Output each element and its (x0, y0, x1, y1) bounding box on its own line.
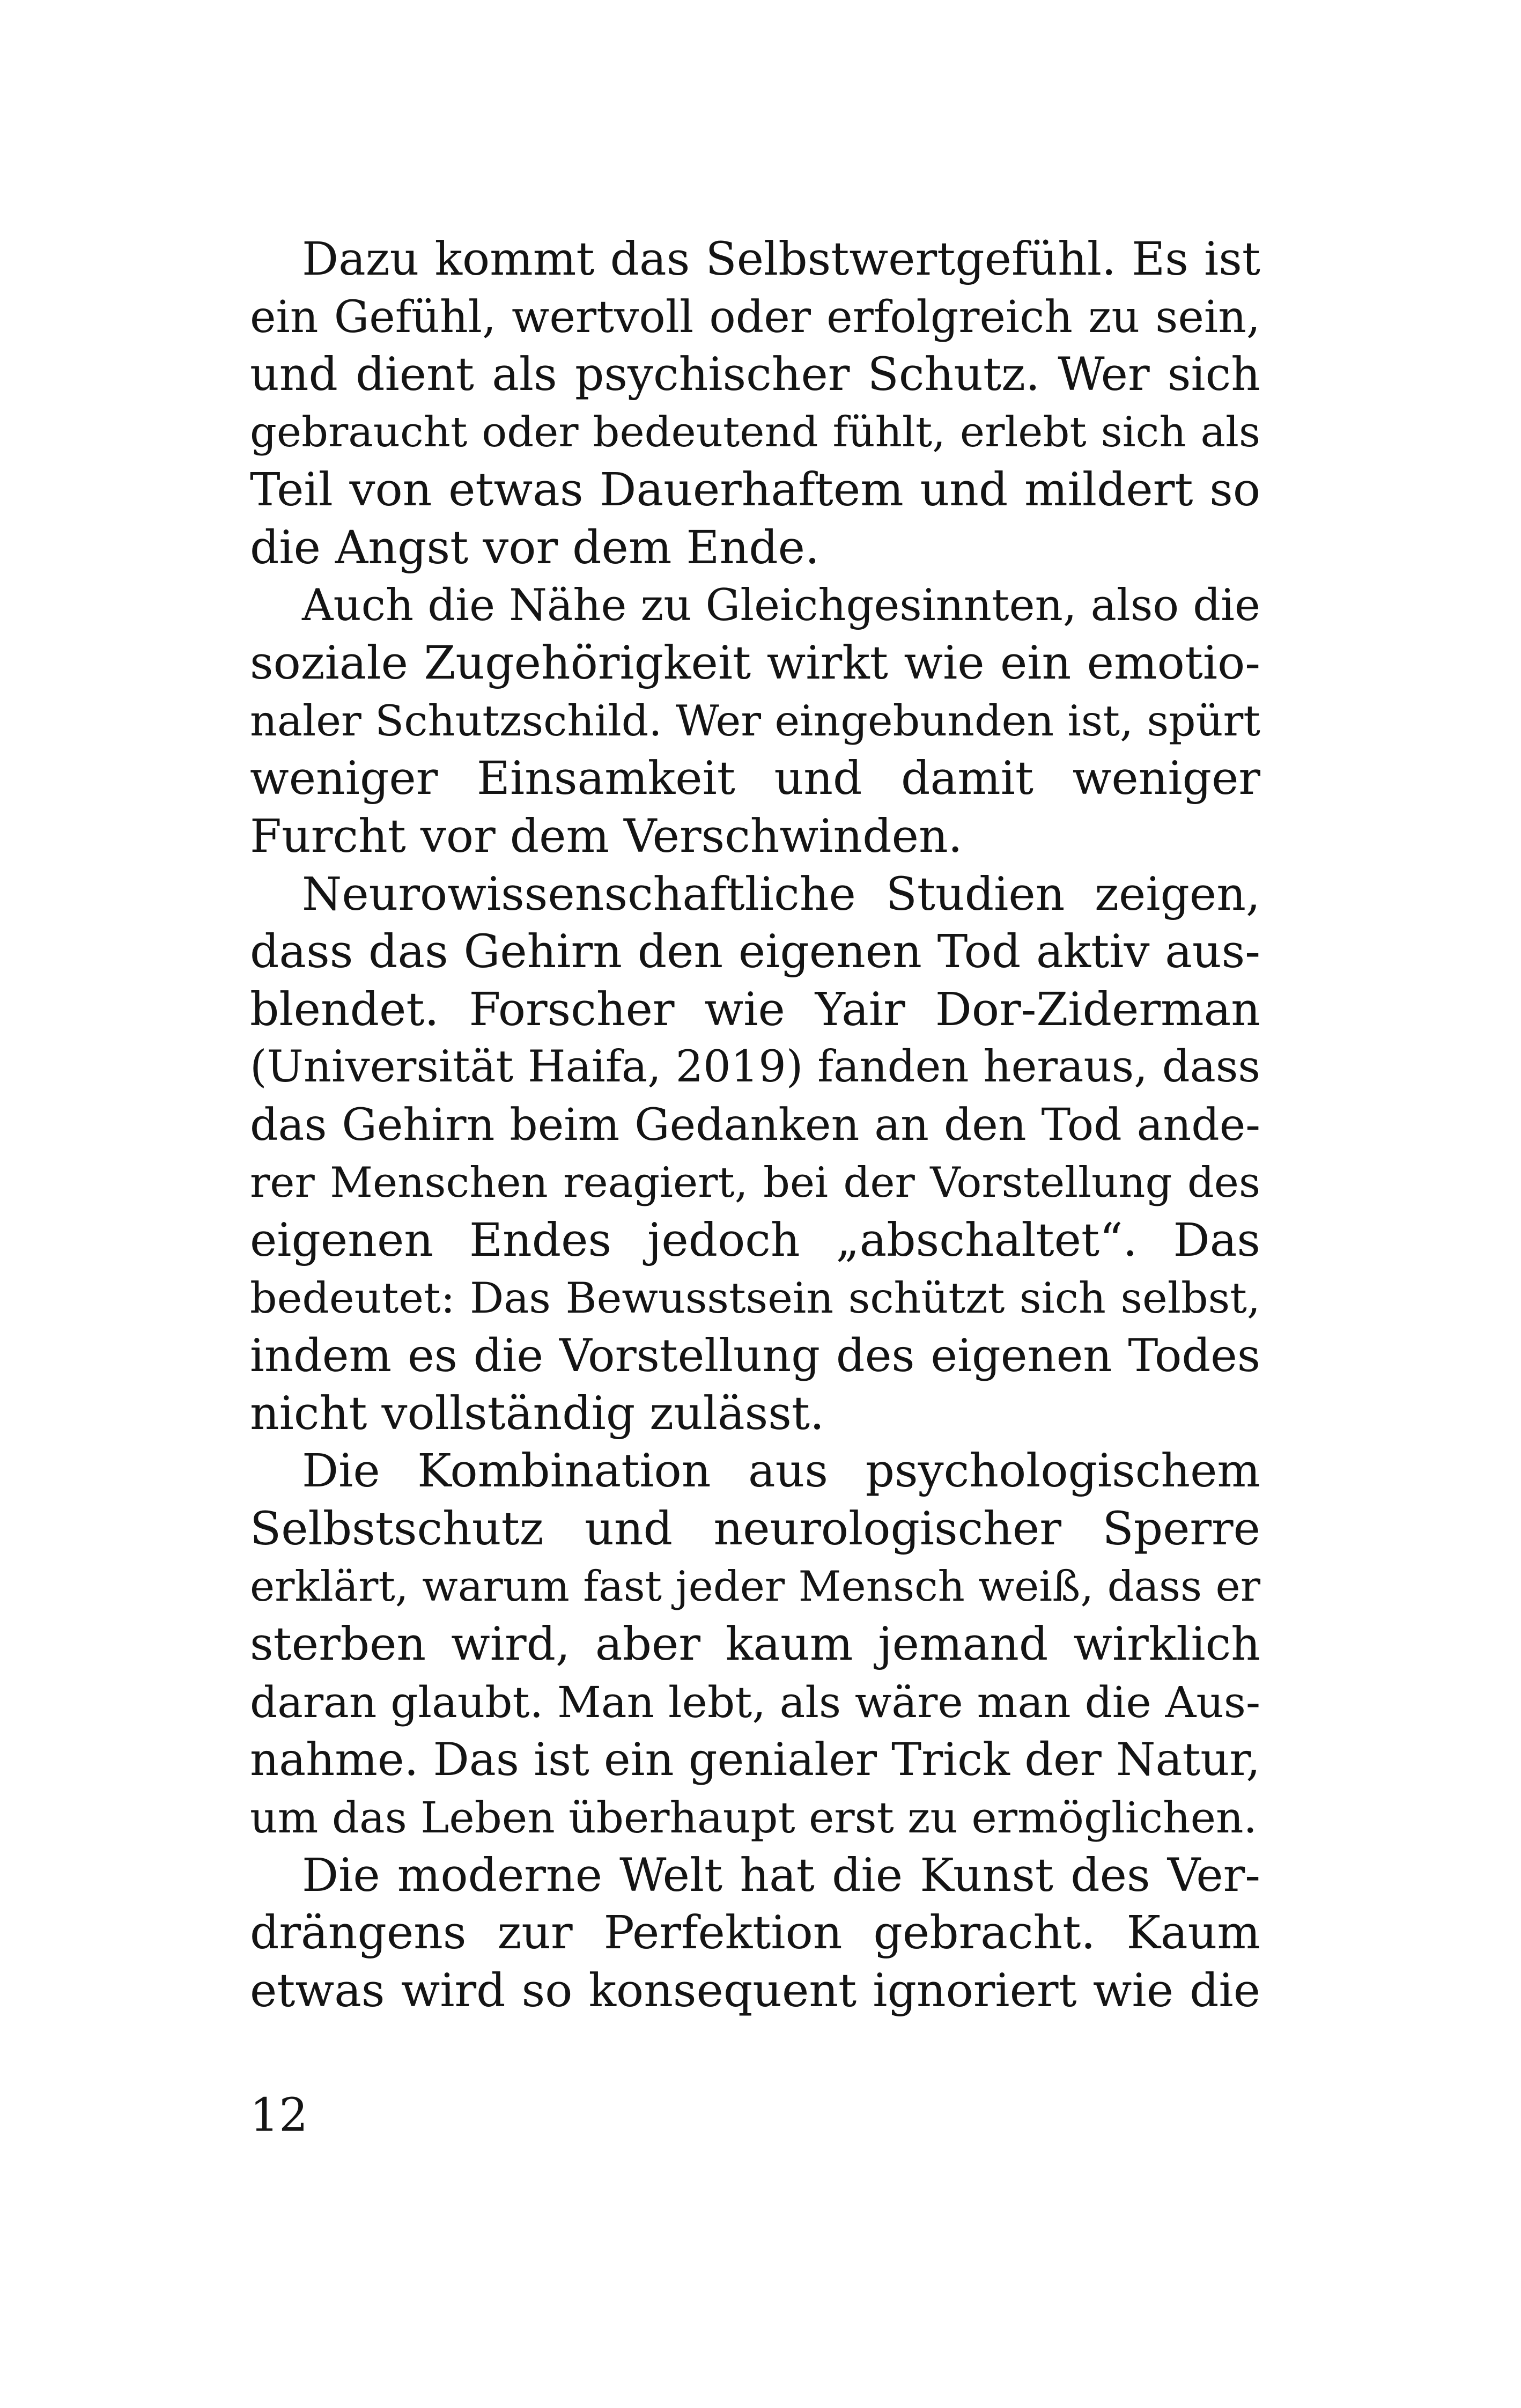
text-line: etwas wird so konsequent ignoriert wie die (250, 1964, 1260, 2017)
text-line: soziale Zugehörigkeit wirkt wie ein emotio- (250, 637, 1260, 690)
text-line: dass das Gehirn den eigenen Tod aktiv aus- (250, 925, 1260, 979)
text-line: rer Menschen reagiert, bei der Vorstellung des (250, 1158, 1260, 1207)
text-line: nicht vollständig zulässt. (250, 1387, 825, 1440)
text-line: das Gehirn beim Gedanken an den Tod ande- (250, 1099, 1260, 1151)
text-line: daran glaubt. Man lebt, als wäre man die Aus- (250, 1677, 1260, 1727)
text-line: Dazu kommt das Selbstwertgefühl. Es ist (302, 233, 1260, 286)
text-line: gebraucht oder bedeutend fühlt, erlebt sich als (250, 408, 1260, 456)
text-line: Neurowissenschaftliche Studien zeigen, (302, 867, 1260, 921)
text-line: sterben wird, aber kaum jemand wirklich (250, 1618, 1260, 1671)
text-line: weniger Einsamkeit und damit weniger (250, 752, 1260, 806)
text-line: Selbstschutz und neurologischer Sperre (250, 1503, 1260, 1556)
page-number: 12 (250, 2089, 308, 2142)
text-line: um das Leben überhaupt erst zu ermöglichen. (250, 1793, 1257, 1843)
text-line: drängens zur Perfektion gebracht. Kaum (250, 1906, 1260, 1960)
text-line: erklärt, warum fast jeder Mensch weiß, dass er (250, 1562, 1260, 1611)
body-text (250, 231, 1260, 2020)
text-line: naler Schutzschild. Wer eingebunden ist, spürt (250, 696, 1260, 746)
text-line: nahme. Das ist ein genialer Trick der Natur, (250, 1733, 1260, 1786)
text-line: Die Kombination aus psychologischem (302, 1445, 1260, 1498)
text-line: eigenen Endes jedoch „abschaltet“. Das (250, 1214, 1260, 1268)
text-line: Teil von etwas Dauerhaftem und mildert so (250, 463, 1260, 517)
text-line: und dient als psychischer Schutz. Wer sich (250, 348, 1260, 402)
text-line: ein Gefühl, wertvoll oder erfolgreich zu sein, (250, 291, 1260, 343)
text-line: Auch die Nähe zu Gleichgesinnten, also die (302, 580, 1260, 631)
text-line: indem es die Vorstellung des eigenen Todes (250, 1329, 1260, 1382)
text-line: bedeutet: Das Bewusstsein schützt sich selbst, (250, 1273, 1260, 1323)
text-line: Furcht vor dem Verschwinden. (250, 809, 963, 863)
text-line: die Angst vor dem Ende. (250, 521, 819, 575)
text-line: blendet. Forscher wie Yair Dor-Ziderman (250, 983, 1260, 1036)
text-line: Die moderne Welt hat die Kunst des Ver- (302, 1849, 1260, 1902)
text-line: (Universität Haifa, 2019) fanden heraus, dass (250, 1042, 1260, 1093)
